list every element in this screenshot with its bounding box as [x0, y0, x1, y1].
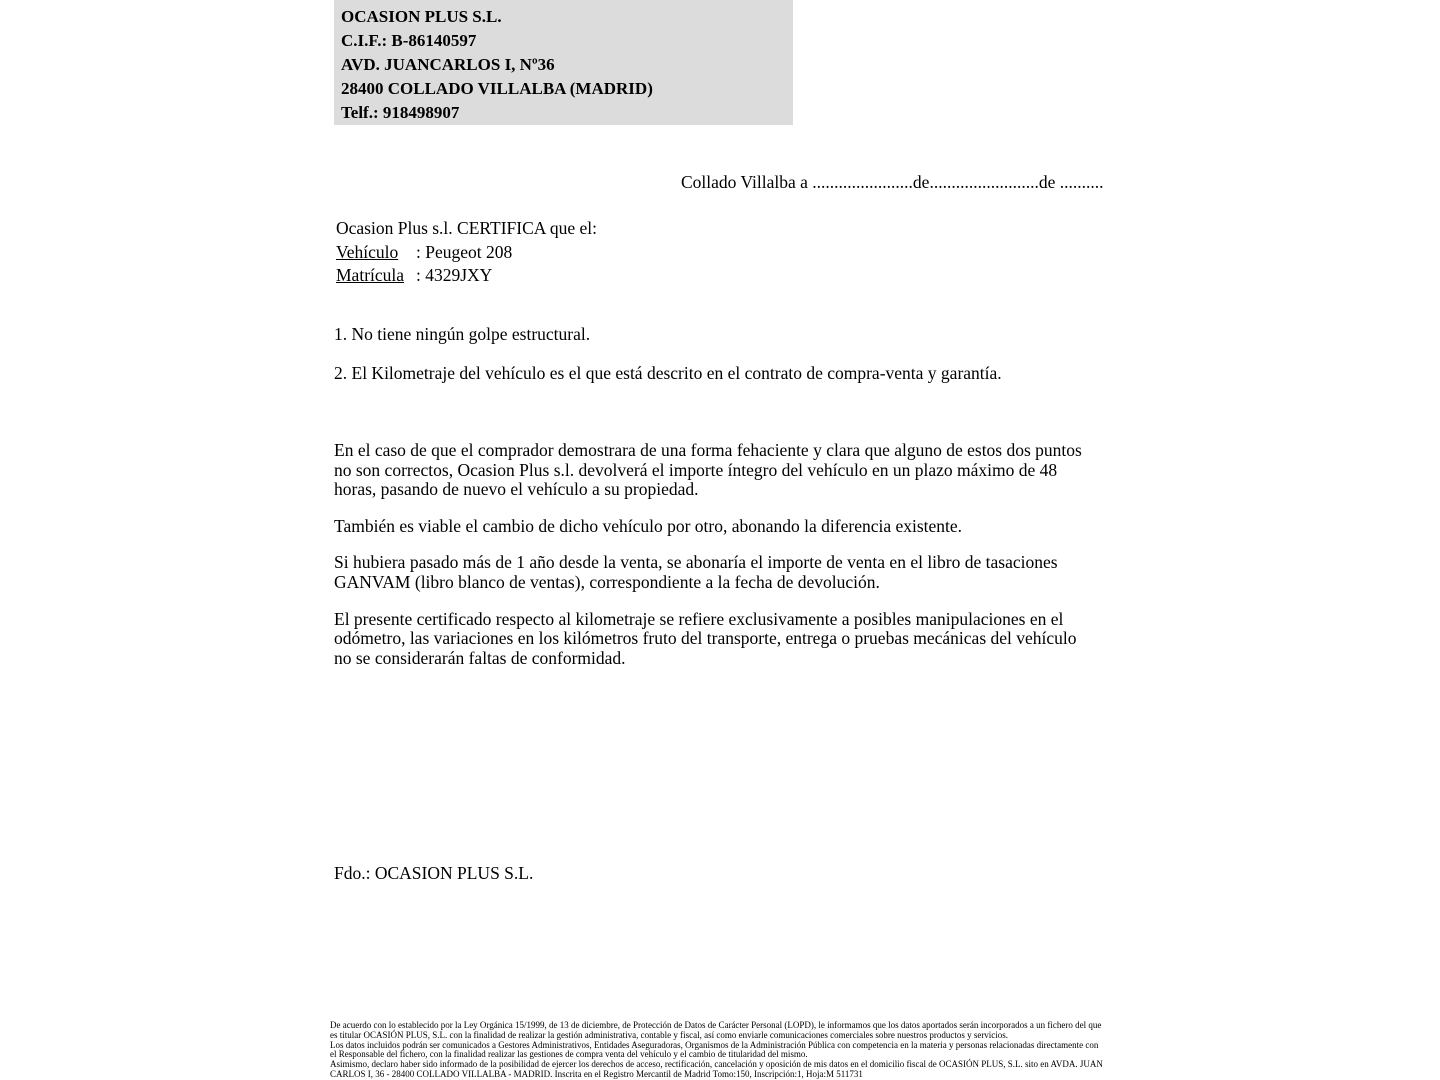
footer-paragraph-lopd: De acuerdo con lo establecido por la Ley Orgánica 15/1999, de 13 de diciembre, de Protección de Datos de Carácter Personal (LOPD), le informamos que los datos aportados serán incorporados a un fichero del que es titular OCASIÓN PLUS, S.L. con la finalidad de realizar la gestión administrativa, contable y fiscal, así como enviarle comunicaciones comerciales sobre nuestros productos y servicios. [330, 1020, 1102, 1040]
plate-label: Matrícula [336, 265, 405, 285]
certify-block [336, 217, 597, 288]
vehicle-value: : Peugeot 208 [416, 241, 513, 262]
footer-paragraph-rights: Asimismo, declaro haber sido informado de la posibilidad de ejercer los derechos de acceso, rectificación, cancelación y oposición de mis datos en el domicilio fiscal de OCASIÓN PLUS, S.L. sito en AVDA. JUAN CARLOS I, 36 - 28400 COLLADO VILLALBA - MADRID. Inscrita en el Registro Mercantil de Madrid Tomo:150, Inscripción:1, Hoja:M 511731 [330, 1059, 1103, 1079]
plate-label-col [336, 264, 416, 288]
company-cif: C.I.F.: B-86140597 [341, 31, 477, 50]
signature-line: Fdo.: OCASION PLUS S.L. [334, 863, 534, 883]
legal-footer [330, 1021, 1104, 1080]
plate-value: : 4329JXY [416, 265, 493, 285]
certify-intro: Ocasion Plus s.l. CERTIFICA que el: [336, 218, 597, 238]
vehicle-label: Vehículo [336, 241, 399, 262]
paragraph-refund: En el caso de que el comprador demostrara de una forma fehaciente y clara que alguno de estos dos puntos no son correctos, Ocasion Plus s.l. devolverá el importe íntegro del vehículo en un plazo máximo de 48 horas, pasando de nuevo el vehículo a su propiedad. [334, 440, 1082, 500]
date-line: Collado Villalba a .......................de.........................de .......... [681, 172, 1104, 192]
paragraph-odometer: El presente certificado respecto al kilometraje se refiere exclusivamente a posibles manipulaciones en el odómetro, las variaciones en los kilómetros fruto del transporte, entrega o pruebas mecánicas del vehículo no se considerarán faltas de conformidad. [334, 608, 1077, 668]
certificate-points [334, 325, 1104, 402]
vehicle-row [336, 241, 597, 265]
paragraph-ganvam: Si hubiera pasado más de 1 año desde la venta, se abonaría el importe de venta en el libro de tasaciones GANVAM (libro blanco de ventas), correspondiente a la fecha de devolución. [334, 552, 1058, 592]
company-name: OCASION PLUS S.L. [341, 7, 502, 26]
plate-row [336, 264, 597, 288]
company-address: AVD. JUANCARLOS I, Nº36 [341, 55, 555, 74]
company-city: 28400 COLLADO VILLALBA (MADRID) [341, 79, 653, 98]
letterhead [334, 0, 793, 125]
footer-paragraph-data-sharing: Los datos incluidos podrán ser comunicados a Gestores Administrativos, Entidades Aseguradoras, Organismos de la Administración Pública con competencia en la materia y personas relacionadas directamente con el Responsable del fichero, con la finalidad realizar las gestiones de compra venta del vehículo y el cambio de titularidad del mismo. [330, 1039, 1099, 1060]
vehicle-label-col [336, 241, 416, 265]
company-phone: Telf.: 918498907 [341, 103, 460, 122]
paragraph-exchange: También es viable el cambio de dicho vehículo por otro, abonando la diferencia existente. [334, 515, 963, 536]
body-paragraphs [334, 441, 1098, 685]
point-2: 2. El Kilometraje del vehículo es el que está descrito en el contrato de compra-venta y garantía. [334, 362, 1002, 383]
point-1: 1. No tiene ningún golpe estructural. [334, 324, 591, 344]
